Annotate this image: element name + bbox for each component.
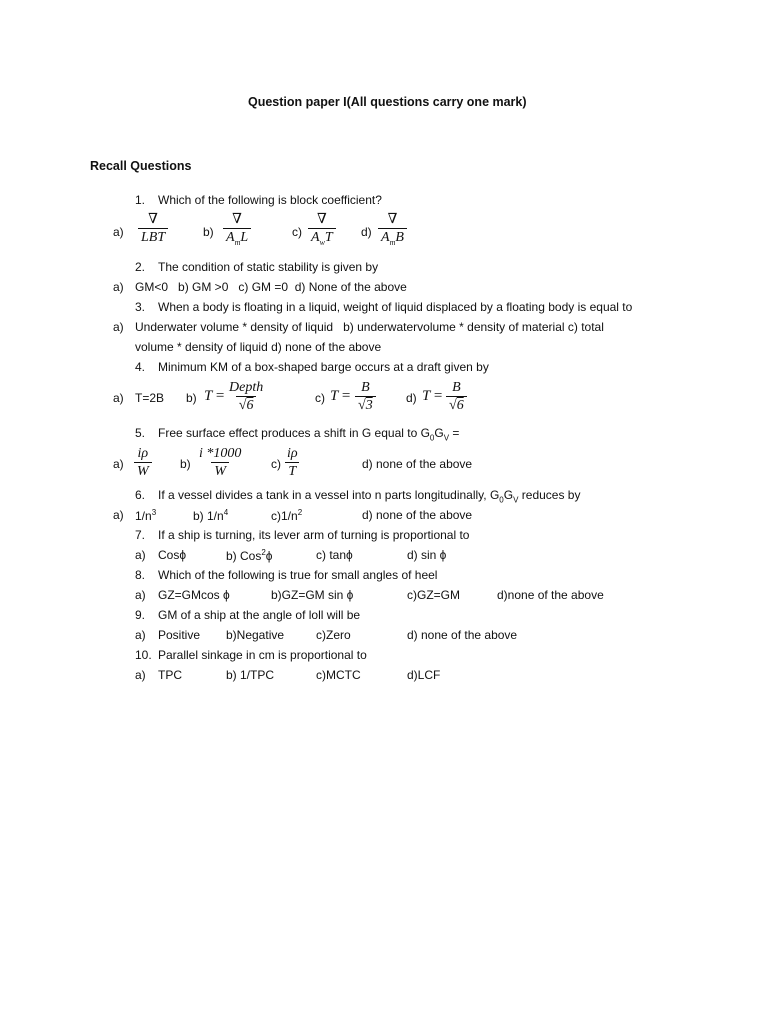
q6-option-c-text	[271, 508, 302, 523]
q6-a-exp: 3	[151, 508, 157, 517]
q7-b-pre: b) Cos	[226, 549, 262, 563]
q1-c-den-sub: w	[319, 237, 325, 247]
page-title: Question paper I(All questions carry one mark)	[248, 95, 527, 109]
q5-option-a-formula	[134, 446, 152, 481]
q1-option-b-label: b)	[203, 225, 214, 239]
question-2-text: The condition of static stability is given by	[158, 260, 379, 274]
q9-option-b-text: b)Negative	[226, 628, 285, 642]
q5-text-post: =	[449, 426, 460, 440]
q4-d-eq: =	[433, 388, 443, 404]
q5-option-c-label: c)	[271, 457, 281, 471]
q4-d-lhs	[422, 388, 442, 405]
q5-a-denominator: W	[134, 462, 152, 481]
q6-option-d-text: d) none of the above	[362, 508, 473, 522]
question-5-number: 5.	[135, 426, 146, 440]
q3-options-line-2: volume * density of liquid d) none of the above	[135, 340, 382, 354]
q4-option-a-label: a)	[113, 391, 124, 405]
q5-text-pre: Free surface effect produces a shift in G equal to G	[158, 426, 430, 440]
q1-option-c-formula	[308, 212, 336, 252]
q1-d-den-sub: m	[389, 237, 396, 247]
q4-b-denominator	[236, 396, 257, 415]
q3-options-line-1: Underwater volume * density of liquid b) underwatervolume * density of material c) total	[135, 320, 604, 334]
q1-d-den-a: A	[381, 230, 390, 245]
q1-c-den-a: A	[311, 230, 320, 245]
q4-c-numerator: B	[361, 380, 370, 395]
q1-d-den-b: B	[395, 230, 404, 245]
nabla-symbol: ∇	[148, 212, 158, 227]
q8-option-a-text: GZ=GMcos ϕ	[158, 588, 230, 602]
q4-option-b-label: b)	[186, 391, 197, 405]
q6-option-a-label: a)	[113, 508, 124, 522]
q4-option-a-text: T=2B	[135, 391, 165, 405]
q1-b-den-sub: m	[234, 237, 241, 247]
q4-c-radicand: 3	[365, 398, 373, 413]
q4-b-t: T	[204, 388, 213, 404]
question-4-text: Minimum KM of a box-shaped barge occurs at a draft given by	[158, 360, 489, 374]
q7-option-a-text: Cosϕ	[158, 548, 187, 562]
q6-sub-0: 0	[499, 495, 504, 505]
q6-g: G	[503, 488, 514, 502]
q5-c-numerator: iρ	[287, 446, 298, 461]
nabla-symbol: ∇	[232, 212, 242, 227]
q7-option-b-text	[226, 548, 273, 563]
q1-b-den-l: L	[240, 230, 249, 245]
q5-option-c-formula	[284, 446, 301, 481]
question-9-text: GM of a ship at the angle of loll will be	[158, 608, 361, 622]
q5-a-numerator: iρ	[137, 446, 149, 461]
q4-b-eq: =	[215, 388, 225, 404]
q9-option-c-text: c)Zero	[316, 628, 351, 642]
q5-b-denominator: W	[211, 462, 229, 481]
q5-sub-v: V	[443, 433, 450, 443]
question-6-text	[158, 488, 580, 504]
q1-option-a-formula	[138, 212, 168, 247]
q5-g: G	[434, 426, 444, 440]
question-1-number: 1.	[135, 193, 146, 207]
q4-c-eq: =	[341, 388, 351, 404]
q1-c-den-t: T	[324, 230, 333, 245]
q4-option-d-label: d)	[406, 391, 417, 405]
q4-c-denominator	[355, 396, 376, 415]
q1-option-c-label: c)	[292, 225, 302, 239]
sqrt-symbol: √	[238, 398, 247, 413]
q6-sub-v: V	[513, 495, 519, 505]
q4-option-c-label: c)	[315, 391, 325, 405]
q7-b-exp: 2	[261, 548, 266, 557]
q5-b-numerator: i *1000	[199, 446, 242, 461]
q5-option-b-formula	[196, 446, 244, 481]
q6-c-exp: 2	[297, 508, 303, 517]
q6-b-base: b) 1/n	[193, 509, 224, 523]
q4-option-c-formula	[355, 380, 376, 415]
q4-d-radicand: 6	[456, 398, 464, 413]
q1-d-denominator	[378, 228, 407, 252]
question-6-number: 6.	[135, 488, 146, 502]
q10-option-d-text: d)LCF	[407, 668, 441, 682]
q4-option-b-formula	[226, 380, 266, 415]
q7-option-a-label: a)	[135, 548, 146, 562]
q4-c-t: T	[330, 388, 339, 404]
q2-option-a-label: a)	[113, 280, 124, 294]
q4-c-lhs	[330, 388, 350, 405]
q10-option-b-text: b) 1/TPC	[226, 668, 275, 682]
nabla-symbol: ∇	[316, 212, 327, 227]
q1-option-d-label: d)	[361, 225, 372, 239]
q6-text-post: reduces by	[518, 488, 581, 502]
q5-option-d-text: d) none of the above	[362, 457, 473, 471]
q6-option-a-text	[135, 508, 156, 523]
q5-option-a-label: a)	[113, 457, 124, 471]
q1-option-a-label: a)	[113, 225, 124, 239]
q1-option-b-formula	[223, 212, 251, 252]
question-7-number: 7.	[135, 528, 146, 542]
q7-option-d-text: d) sin ϕ	[407, 548, 447, 562]
q9-option-d-text: d) none of the above	[407, 628, 518, 642]
nabla-symbol: ∇	[387, 212, 398, 227]
q5-sub-0: 0	[429, 433, 435, 443]
q8-option-d-text: d)none of the above	[497, 588, 604, 602]
q4-b-numerator: Depth	[229, 380, 264, 395]
q3-option-a-label: a)	[113, 320, 124, 334]
question-10-number: 10.	[135, 648, 152, 662]
q10-option-a-text: TPC	[158, 668, 182, 682]
q4-b-lhs	[204, 388, 224, 405]
question-10-text: Parallel sinkage in cm is proportional to	[158, 648, 367, 662]
q4-b-radicand: 6	[246, 398, 254, 413]
question-8-text: Which of the following is true for small angles of heel	[158, 568, 438, 582]
q7-option-c-text: c) tanϕ	[316, 548, 353, 562]
question-7-text: If a ship is turning, its lever arm of turning is proportional to	[158, 528, 470, 542]
q4-option-d-formula	[446, 380, 467, 415]
q1-b-denominator	[223, 228, 251, 252]
q6-c-base: c)1/n	[271, 509, 298, 523]
q9-option-a-text: Positive	[158, 628, 201, 642]
q10-option-a-label: a)	[135, 668, 146, 682]
q1-option-d-formula	[378, 212, 407, 252]
q5-option-b-label: b)	[180, 457, 191, 471]
q6-text-pre: If a vessel divides a tank in a vessel into n parts longitudinally, G	[158, 488, 500, 502]
question-3-text: When a body is floating in a liquid, weight of liquid displaced by a floating body is equal to	[158, 300, 633, 314]
q1-a-denominator: LBT	[138, 228, 168, 247]
q8-option-b-text: b)GZ=GM sin ϕ	[271, 588, 354, 602]
question-8-number: 8.	[135, 568, 146, 582]
question-5-text	[158, 426, 459, 442]
question-1-text: Which of the following is block coefficient?	[158, 193, 382, 207]
q5-c-denominator: T	[285, 462, 299, 481]
q1-c-denominator	[308, 228, 336, 252]
q6-b-exp: 4	[223, 508, 229, 517]
q1-b-den-a: A	[226, 230, 235, 245]
question-2-number: 2.	[135, 260, 146, 274]
question-9-number: 9.	[135, 608, 146, 622]
q7-b-post: ϕ	[265, 549, 273, 563]
q6-a-base: 1/n	[135, 509, 152, 523]
q10-option-c-text: c)MCTC	[316, 668, 361, 682]
q8-option-c-text: c)GZ=GM	[407, 588, 460, 602]
sqrt-symbol: √	[449, 398, 457, 413]
q4-d-denominator	[446, 396, 467, 415]
q4-d-t: T	[422, 388, 431, 404]
question-3-number: 3.	[135, 300, 146, 314]
section-heading: Recall Questions	[90, 159, 192, 173]
sqrt-symbol: √	[358, 398, 366, 413]
question-4-number: 4.	[135, 360, 146, 374]
q9-option-a-label: a)	[135, 628, 146, 642]
q8-option-a-label: a)	[135, 588, 146, 602]
q4-d-numerator: B	[452, 380, 461, 395]
q2-options: GM<0 b) GM >0 c) GM =0 d) None of the above	[135, 280, 407, 294]
q6-option-b-text	[193, 508, 228, 523]
